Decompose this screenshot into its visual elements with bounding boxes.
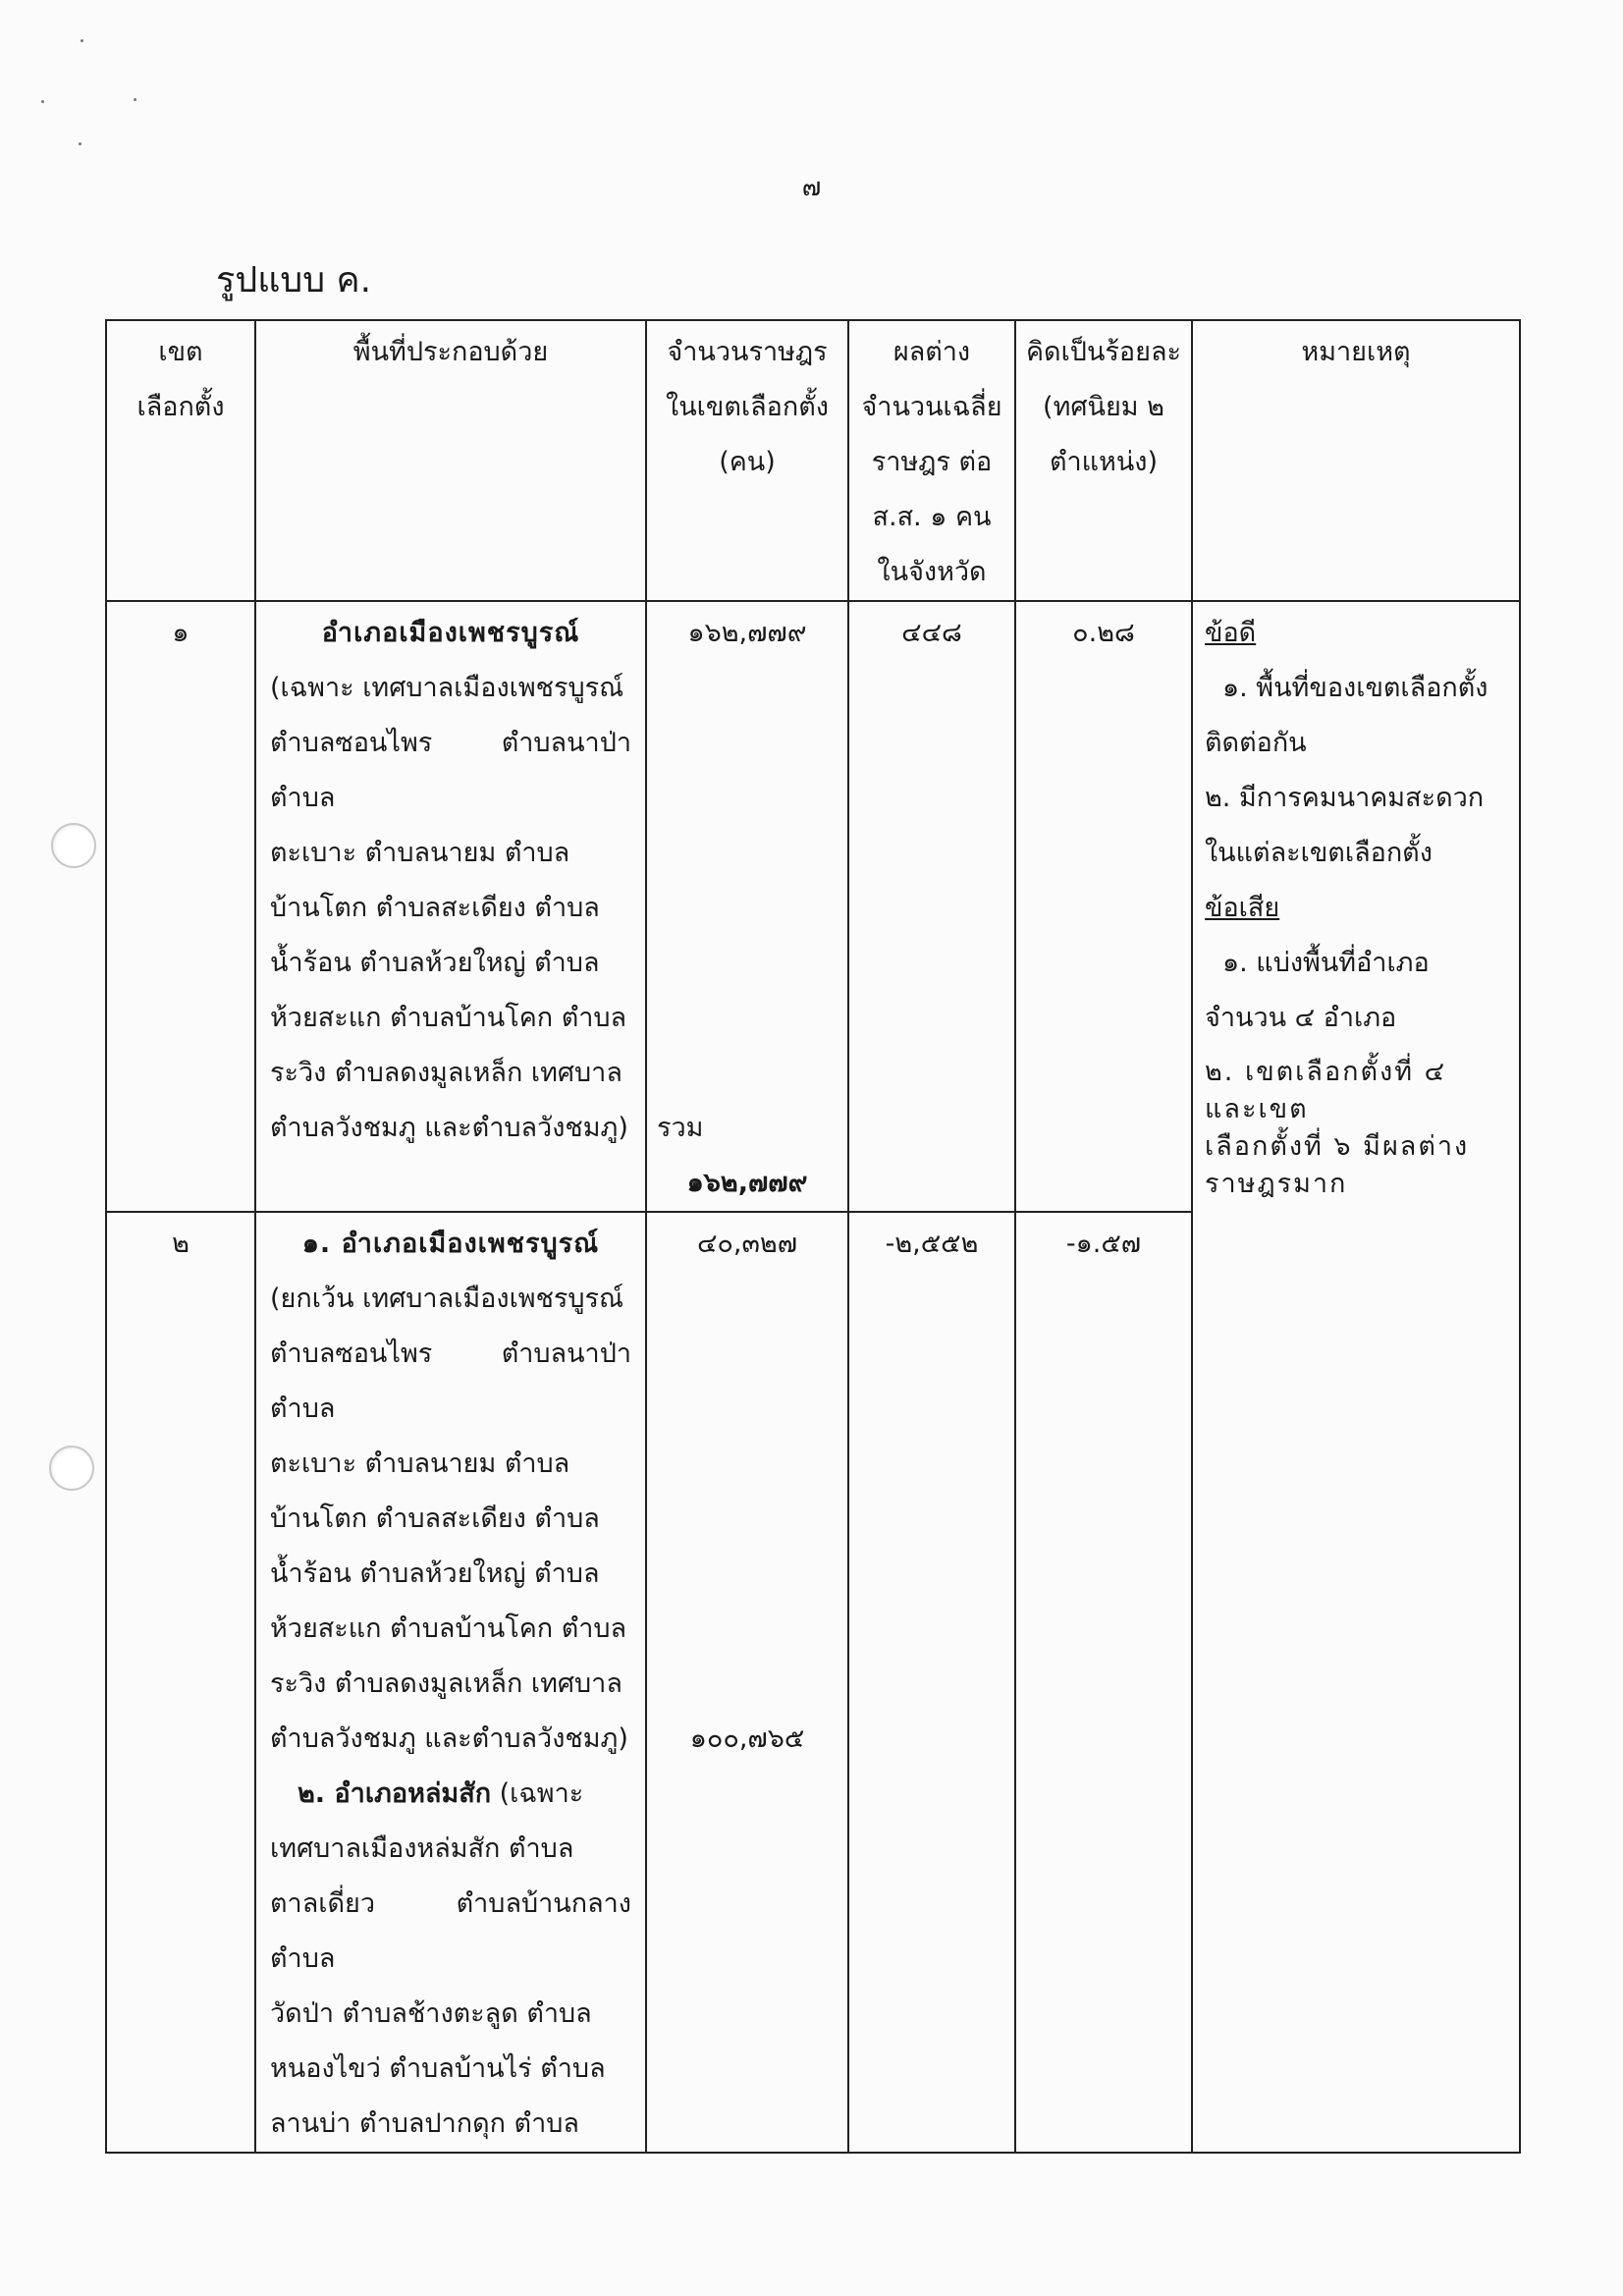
population-value: ๑๖๒,๗๗๙ bbox=[687, 618, 807, 648]
scan-speck bbox=[134, 98, 136, 101]
area-line: หนองไขว่ ตำบลบ้านไร่ ตำบล bbox=[270, 2053, 606, 2084]
header-area: พื้นที่ประกอบด้วย bbox=[255, 320, 646, 601]
punch-hole bbox=[49, 1446, 94, 1491]
total-value: ๑๖๒,๗๗๙ bbox=[686, 1168, 808, 1198]
area-line: (ยกเว้น เทศบาลเมืองเพชรบูรณ์ bbox=[270, 1284, 624, 1314]
area-line: ตำบลซอนไพร ตำบลนาป่า ตำบล bbox=[270, 1339, 631, 1424]
area-heading: ๑. อำเภอเมืองเพชรบูรณ์ bbox=[301, 1229, 600, 1259]
punch-hole bbox=[51, 823, 96, 868]
remarks-cell bbox=[1192, 601, 1520, 1212]
area-line: ห้วยสะแก ตำบลบ้านโคก ตำบล bbox=[270, 1613, 627, 1644]
population-cell bbox=[646, 601, 848, 1212]
area-line: ระวิง ตำบลดงมูลเหล็ก เทศบาล bbox=[270, 1668, 622, 1699]
remark-line: ราษฎรมาก bbox=[1205, 1169, 1348, 1199]
area-line: ตะเบาะ ตำบลนายม ตำบล bbox=[270, 1449, 570, 1479]
area-line: ตำบลซอนไพร ตำบลนาป่า ตำบล bbox=[270, 728, 631, 813]
remark-line: ๑. พื้นที่ของเขตเลือกตั้ง bbox=[1222, 673, 1488, 703]
district-number: ๒ bbox=[106, 1212, 255, 2153]
pros-label: ข้อดี bbox=[1205, 618, 1257, 648]
form-title: รูปแบบ ค. bbox=[216, 260, 372, 301]
difference-value: -๒,๕๕๒ bbox=[848, 1212, 1015, 2153]
population-value: ๔๐,๓๒๗ bbox=[696, 1229, 798, 1259]
remark-line: ๑. แบ่งพื้นที่อำเภอ bbox=[1222, 948, 1430, 978]
area-subheading: ๒. อำเภอหล่มสัก (เฉพาะ bbox=[298, 1778, 584, 1809]
area-line: ห้วยสะแก ตำบลบ้านโคก ตำบล bbox=[270, 1003, 627, 1033]
area-line: น้ำร้อน ตำบลห้วยใหญ่ ตำบล bbox=[270, 1558, 600, 1589]
cons-label: ข้อเสีย bbox=[1205, 893, 1280, 923]
scan-speck bbox=[79, 142, 81, 145]
header-population: จำนวนราษฎร ในเขตเลือกตั้ง (คน) bbox=[646, 320, 848, 601]
remark-line: ในแต่ละเขตเลือกตั้ง bbox=[1205, 838, 1433, 868]
area-line: เทศบาลเมืองหล่มสัก ตำบล bbox=[270, 1833, 574, 1864]
district-table bbox=[105, 319, 1521, 2154]
scan-speck bbox=[41, 100, 44, 103]
area-line: น้ำร้อน ตำบลห้วยใหญ่ ตำบล bbox=[270, 948, 600, 978]
area-line: บ้านโตก ตำบลสะเดียง ตำบล bbox=[270, 893, 600, 923]
area-cell bbox=[255, 1212, 646, 2153]
remark-line: ๒. มีการคมนาคมสะดวก bbox=[1205, 783, 1485, 813]
area-line: ตำบลวังชมภู และตำบลวังชมภู) bbox=[270, 1113, 628, 1143]
area-line: ตาลเดี่ยว ตำบลบ้านกลาง ตำบล bbox=[270, 1888, 631, 1974]
area-line: (เฉพาะ เทศบาลเมืองเพชรบูรณ์ bbox=[270, 673, 624, 703]
header-remarks: หมายเหตุ bbox=[1192, 320, 1520, 601]
remark-line: เลือกตั้งที่ ๖ มีผลต่าง bbox=[1205, 1131, 1470, 1162]
population-value: ๑๐๐,๗๖๕ bbox=[689, 1723, 805, 1754]
district-number: ๑ bbox=[106, 601, 255, 1212]
remark-line: ติดต่อกัน bbox=[1205, 728, 1307, 758]
header-row bbox=[106, 320, 1520, 601]
area-line: ตำบลวังชมภู และตำบลวังชมภู) bbox=[270, 1723, 628, 1754]
page-number: ๗ bbox=[801, 173, 822, 202]
header-difference: ผลต่าง จำนวนเฉลี่ย ราษฎร ต่อ ส.ส. ๑ คน ในจังหวัด bbox=[848, 320, 1015, 601]
area-line: ระวิง ตำบลดงมูลเหล็ก เทศบาล bbox=[270, 1058, 622, 1088]
header-district: เขต เลือกตั้ง bbox=[106, 320, 255, 601]
area-line: ลานบ่า ตำบลปากดุก ตำบล bbox=[270, 2108, 579, 2139]
scan-speck bbox=[81, 39, 83, 42]
remarks-cell bbox=[1192, 1212, 1520, 2153]
header-percent: คิดเป็นร้อยละ (ทศนิยม ๒ ตำแหน่ง) bbox=[1015, 320, 1192, 601]
area-cell bbox=[255, 601, 646, 1212]
area-line: ตะเบาะ ตำบลนายม ตำบล bbox=[270, 838, 570, 868]
table-row bbox=[106, 1212, 1520, 2153]
area-heading: อำเภอเมืองเพชรบูรณ์ bbox=[321, 618, 580, 648]
table-row bbox=[106, 601, 1520, 1212]
population-cell bbox=[646, 1212, 848, 2153]
total-label: รวม bbox=[657, 1113, 704, 1143]
percent-value: -๑.๕๗ bbox=[1015, 1212, 1192, 2153]
area-line: บ้านโตก ตำบลสะเดียง ตำบล bbox=[270, 1503, 600, 1534]
area-line: วัดป่า ตำบลช้างตะลูด ตำบล bbox=[270, 1998, 592, 2029]
remark-line: จำนวน ๔ อำเภอ bbox=[1205, 1003, 1397, 1033]
difference-value: ๔๔๘ bbox=[848, 601, 1015, 1212]
percent-value: ๐.๒๘ bbox=[1015, 601, 1192, 1212]
remark-line: ๒. เขตเลือกตั้งที่ ๔ และเขต bbox=[1205, 1057, 1447, 1124]
